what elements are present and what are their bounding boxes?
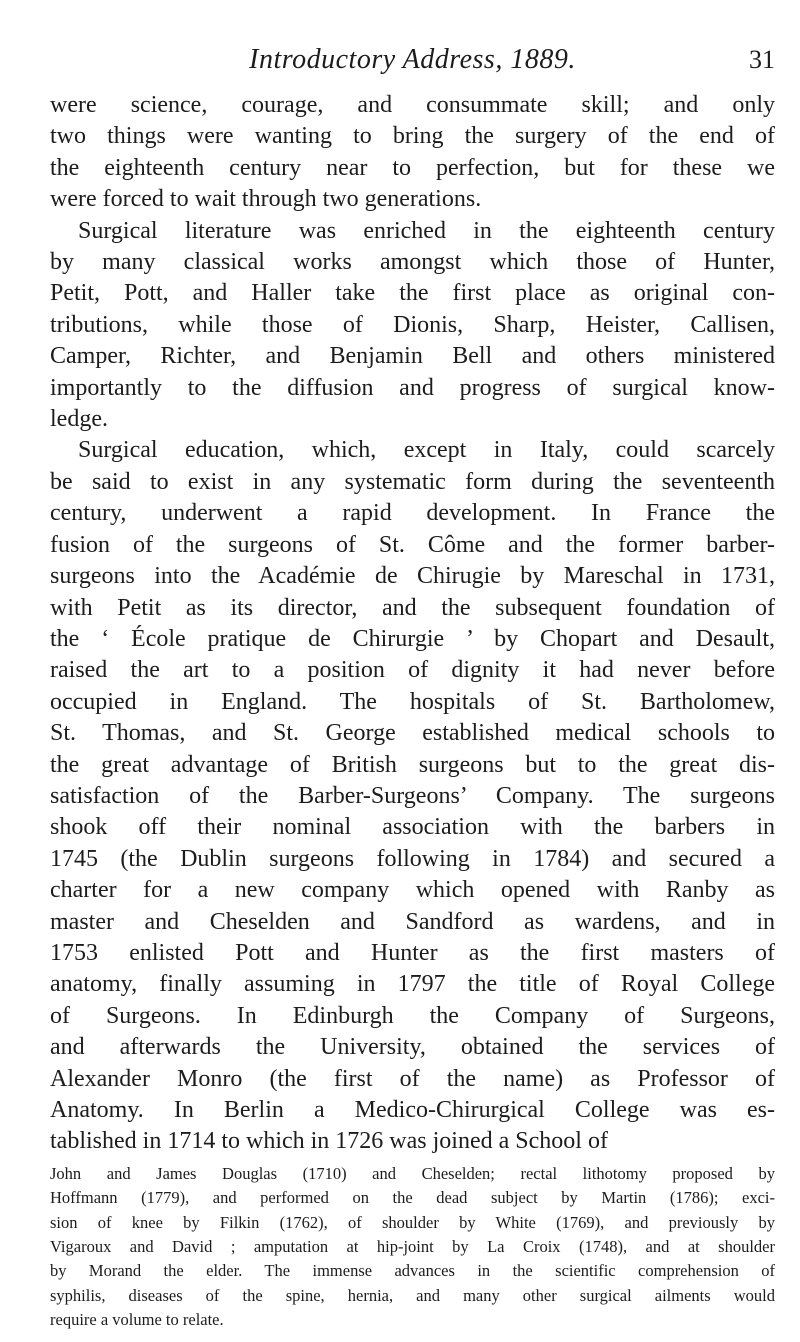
text-line: two things were wanting to bring the surgery of the end of <box>50 123 775 150</box>
text-line: fusion of the surgeons of St. Côme and the former barber- <box>50 531 775 558</box>
text-line: the great advantage of British surgeons but to the great dis- <box>50 751 775 778</box>
paragraph <box>50 216 775 436</box>
text-line: master and Cheselden and Sandford as wardens, and in <box>50 908 775 935</box>
text-line: with Petit as its director, and the subsequent foundation of <box>50 594 775 621</box>
text-line: Anatomy. In Berlin a Medico-Chirurgical College was es- <box>50 1097 775 1123</box>
text-line: were forced to wait through two generations. <box>50 186 482 213</box>
footnote <box>50 1162 775 1333</box>
text-line: surgeons into the Académie de Chirugie by Mareschal in 1731, <box>50 563 775 590</box>
footnote-line: John and James Douglas (1710) and Cheselden; rectal lithotomy proposed by <box>50 1163 775 1183</box>
paragraph <box>50 90 775 216</box>
text-line: satisfaction of the Barber-Surgeons’ Company. The surgeons <box>50 782 775 809</box>
text-line: were science, courage, and consummate skill; and only <box>50 92 775 118</box>
text-line: raised the art to a position of dignity it had never before <box>50 657 775 684</box>
text-line: be said to exist in any systematic form during the seventeenth <box>50 468 775 495</box>
text-line: shook off their nominal association with the barbers in <box>50 814 775 841</box>
running-title: Introductory Address, 1889. <box>249 44 576 75</box>
text-line: charter for a new company which opened with Ranby as <box>50 877 775 904</box>
text-line: tablished in 1714 to which in 1726 was joined a School of <box>50 1128 608 1155</box>
text-line: and afterwards the University, obtained the services of <box>50 1034 775 1061</box>
text-line: by many classical works amongst which those of Hunter, <box>50 249 775 276</box>
text-line: Surgical literature was enriched in the eighteenth century <box>78 217 775 244</box>
text-line: the ‘ École pratique de Chirurgie ’ by Chopart and Desault, <box>50 625 775 652</box>
text-line: Petit, Pott, and Haller take the first place as original con- <box>50 280 775 307</box>
footnote-line: syphilis, diseases of the spine, hernia, and many other surgical ailments would <box>50 1285 775 1305</box>
running-head <box>50 40 775 80</box>
text-line: 1753 enlisted Pott and Hunter as the first masters of <box>50 939 775 966</box>
book-page <box>50 40 775 1333</box>
footnote-line: require a volume to relate. <box>50 1310 224 1330</box>
text-line: Surgical education, which, except in Italy, could scarcely <box>78 437 775 464</box>
text-line: Camper, Richter, and Benjamin Bell and others ministered <box>50 343 775 370</box>
text-line: 1745 (the Dublin surgeons following in 1784) and secured a <box>50 845 775 872</box>
text-line: of Surgeons. In Edinburgh the Company of Surgeons, <box>50 1002 775 1029</box>
paragraph <box>50 435 775 1157</box>
footnote-line: sion of knee by Filkin (1762), of shoulder by White (1769), and previously by <box>50 1212 775 1232</box>
text-line: importantly to the diffusion and progress of surgical know- <box>50 374 775 401</box>
footnote-line: by Morand the elder. The immense advances in the scientific comprehension of <box>50 1261 775 1281</box>
page-number: 31 <box>749 45 775 74</box>
text-line: St. Thomas, and St. George established medical schools to <box>50 720 775 747</box>
text-line: the eighteenth century near to perfection, but for these we <box>50 154 775 181</box>
footnote-line: Hoffmann (1779), and performed on the dead subject by Martin (1786); exci- <box>50 1188 775 1208</box>
text-line: tributions, while those of Dionis, Sharp, Heister, Callisen, <box>50 311 775 338</box>
text-line: anatomy, finally assuming in 1797 the title of Royal College <box>50 971 775 998</box>
body-text <box>50 90 775 1158</box>
text-line: ledge. <box>50 406 108 433</box>
text-line: Alexander Monro (the first of the name) as Professor of <box>50 1065 775 1092</box>
text-line: occupied in England. The hospitals of St. Bartholomew, <box>50 688 775 715</box>
text-line: century, underwent a rapid development. In France the <box>50 500 775 527</box>
footnote-line: Vigaroux and David ; amputation at hip-joint by La Croix (1748), and at shoulder <box>50 1237 775 1257</box>
